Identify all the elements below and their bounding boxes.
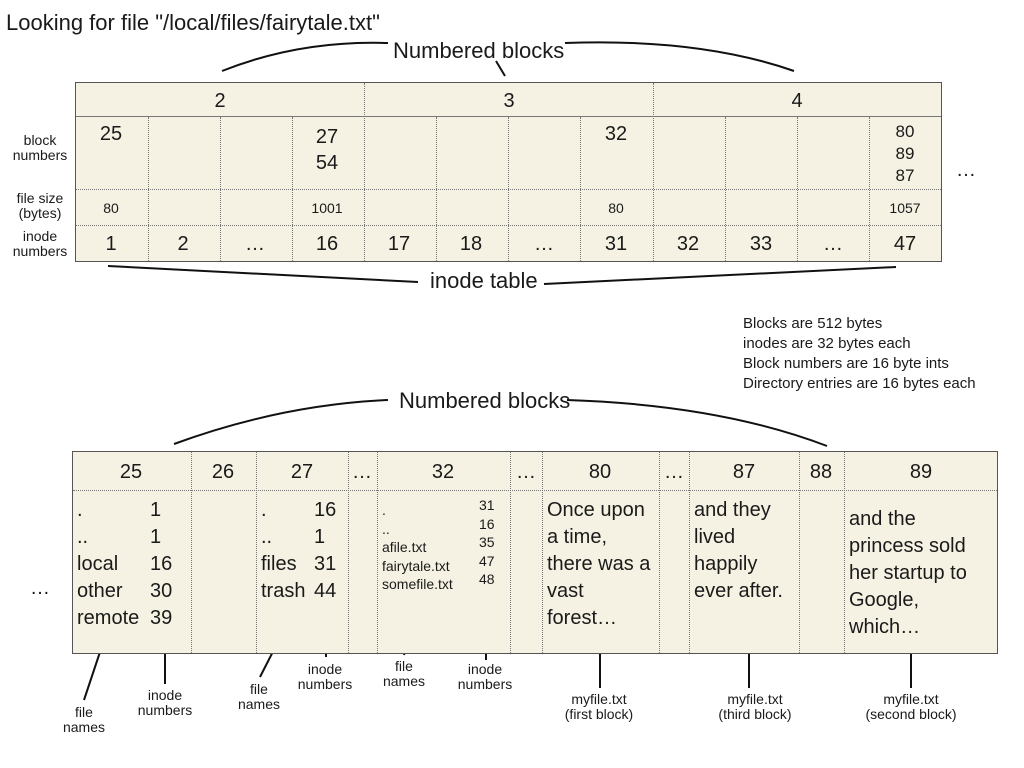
data-block-header: 80 xyxy=(588,461,612,483)
inode-number: 32 xyxy=(676,233,700,255)
data-block-divider xyxy=(799,452,800,653)
inode-number: … xyxy=(534,233,554,255)
data-block-header: 27 xyxy=(290,461,314,483)
row-label-file-size: file size (bytes) xyxy=(16,190,64,221)
data-blocks-header-divider xyxy=(73,490,997,491)
annotation-b27-inode-numbers: inode numbers xyxy=(297,661,353,692)
inode-number: 33 xyxy=(749,233,773,255)
data-block-divider xyxy=(191,452,192,653)
note-line: Block numbers are 16 byte ints xyxy=(743,355,949,372)
block89-text: and the princess sold her startup to Google, which… xyxy=(849,508,967,638)
data-block-divider xyxy=(377,452,378,653)
inode-number: 2 xyxy=(177,233,189,255)
annotation-myfile-third: myfile.txt (third block) xyxy=(718,691,792,722)
data-block-header: 89 xyxy=(909,461,933,483)
inode-brace-left xyxy=(108,266,418,282)
inode-number: 17 xyxy=(387,233,411,255)
inode-file-size: 1057 xyxy=(889,200,921,216)
inode-number: … xyxy=(823,233,843,255)
inode-col-divider xyxy=(725,117,726,261)
data-block-header: 88 xyxy=(809,461,833,483)
inode-block-numbers: 32 xyxy=(604,123,628,145)
row-label-block-numbers: block numbers xyxy=(12,132,68,163)
data-block-divider xyxy=(659,452,660,653)
block80-text: Once upon a time, there was a vast forest… xyxy=(547,499,651,629)
data-blocks-left-ellipsis: … xyxy=(30,577,50,599)
data-block-header: … xyxy=(352,461,372,483)
block-header-4: 4 xyxy=(791,90,803,112)
inode-number: 1 xyxy=(105,233,117,255)
bottom-numbered-blocks-label: Numbered blocks xyxy=(399,388,571,413)
row-label-inode-numbers: inode numbers xyxy=(12,228,68,259)
annotation-myfile-second: myfile.txt (second block) xyxy=(865,691,957,722)
annotation-b32-file-names: file names xyxy=(382,658,426,689)
inode-block-numbers: 27 54 xyxy=(315,126,339,174)
inode-block-numbers: 80 89 87 xyxy=(895,122,915,185)
note-line: Directory entries are 16 bytes each xyxy=(743,375,976,392)
bottom-brace-left xyxy=(174,400,388,444)
data-block-divider xyxy=(510,452,511,653)
inode-table-label: inode table xyxy=(430,268,538,293)
block27-file-names: . .. files trash xyxy=(261,499,306,602)
inode-col-divider xyxy=(869,117,870,261)
top-brace-tick xyxy=(496,61,505,76)
note-line: Blocks are 512 bytes xyxy=(743,315,883,332)
annotation-b25-file-names: file names xyxy=(62,704,106,735)
inode-brace-right xyxy=(544,267,896,284)
inode-file-size: 1001 xyxy=(311,200,343,216)
block27-inode-numbers: 16 1 31 44 xyxy=(314,499,337,602)
annotation-b25-inode-numbers: inode numbers xyxy=(137,687,193,718)
data-block-header: 87 xyxy=(732,461,756,483)
data-block-divider xyxy=(256,452,257,653)
data-block-header: 26 xyxy=(211,461,235,483)
notes xyxy=(743,314,976,394)
inode-col-divider xyxy=(508,117,509,261)
inode-number: 18 xyxy=(459,233,483,255)
data-block-header: 32 xyxy=(431,461,455,483)
data-block-header: … xyxy=(516,461,536,483)
inode-file-size: 80 xyxy=(103,200,119,216)
page-title: Looking for file "/local/files/fairytale.txt" xyxy=(6,10,380,35)
inode-number: 16 xyxy=(315,233,339,255)
inode-col-divider xyxy=(292,117,293,261)
annotation-myfile-first: myfile.txt (first block) xyxy=(564,691,634,722)
inode-number: … xyxy=(245,233,265,255)
block25-file-names: . .. local other remote xyxy=(77,499,140,629)
block-header-3: 3 xyxy=(503,90,515,112)
block87-text: and they lived happily ever after. xyxy=(694,499,783,602)
inode-col-divider xyxy=(148,117,149,261)
block-header-2: 2 xyxy=(214,90,226,112)
block32-file-names: . .. afile.txt fairytale.txt somefile.txt xyxy=(382,502,453,592)
inode-col-divider xyxy=(220,117,221,261)
inode-number: 31 xyxy=(604,233,628,255)
block25-inode-numbers: 1 1 16 30 39 xyxy=(150,499,173,629)
top-numbered-blocks-label: Numbered blocks xyxy=(393,38,565,63)
block-group-divider-2 xyxy=(653,83,654,261)
inode-block-numbers: 25 xyxy=(99,123,123,145)
data-block-divider xyxy=(844,452,845,653)
block-group-divider-1 xyxy=(364,83,365,261)
data-block-divider xyxy=(348,452,349,653)
top-brace-right xyxy=(565,42,794,71)
top-brace-left xyxy=(222,43,388,71)
inode-col-divider xyxy=(580,117,581,261)
data-block-divider xyxy=(689,452,690,653)
inode-file-size: 80 xyxy=(608,200,624,216)
bottom-brace-right xyxy=(567,400,827,446)
inode-table-ellipsis: … xyxy=(956,159,976,181)
data-block-divider xyxy=(542,452,543,653)
inode-col-divider xyxy=(797,117,798,261)
data-block-header: … xyxy=(664,461,684,483)
block32-inode-numbers: 31 16 35 47 48 xyxy=(479,497,495,587)
annotation-b27-file-names: file names xyxy=(237,681,281,712)
inode-col-divider xyxy=(436,117,437,261)
note-line: inodes are 32 bytes each xyxy=(743,335,911,352)
inode-number: 47 xyxy=(893,233,917,255)
annotation-b32-inode-numbers: inode numbers xyxy=(457,661,513,692)
data-block-header: 25 xyxy=(119,461,143,483)
